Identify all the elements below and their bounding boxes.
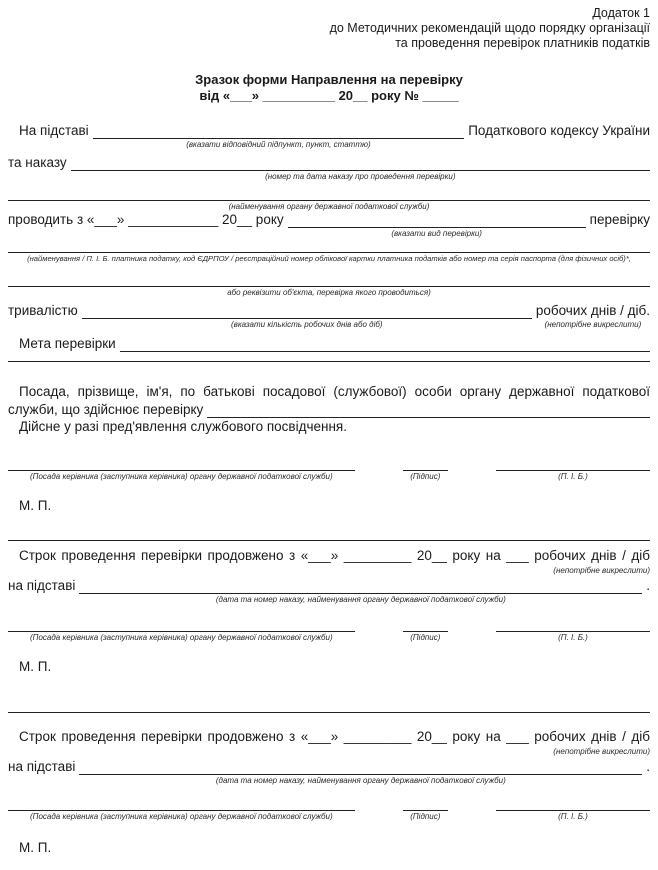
position-signature-line (8, 470, 355, 481)
extension-basis-blank-2 (79, 757, 642, 785)
form-title (8, 72, 650, 104)
stamp-mark-2: М. П. (19, 659, 52, 674)
signature-hint: (Підпис) (410, 472, 441, 481)
signature-line (403, 810, 448, 821)
taxpayer-hint-2: або реквізити об'єкта, перевірка якого проводиться) (227, 288, 431, 297)
extension-strike-hint-1: (непотрібне викреслити) (553, 566, 650, 575)
authority-blank-field (8, 200, 650, 211)
purpose-blank-field-2 (8, 361, 650, 362)
duration-units-label (535, 302, 650, 329)
duration-units-text: робочих днів / діб. (535, 303, 650, 318)
signature-hint: (Підпис) (410, 633, 441, 642)
conduct-row (8, 210, 650, 238)
validity-line: Дійсне у разі пред'явлення службового посвідчення. (19, 419, 347, 434)
official-row (8, 400, 650, 418)
conduct-suffix: перевірку (589, 212, 650, 227)
check-type-blank-field (288, 210, 586, 238)
check-type-hint: (вказати вид перевірки) (391, 229, 482, 238)
annex-reference-line1: до Методичних рекомендацій щодо порядку організації (329, 21, 650, 35)
order-hint: (номер та дата наказу про проведення перевірки) (265, 172, 456, 181)
signature-block-3 (8, 810, 650, 821)
basis-hint: (вказати відповідний підпункт, пункт, статтю) (186, 140, 371, 149)
taxpayer-hint-1: (найменування / П. І. Б. платника податку, код ЄДРПОУ / реєстраційний номер облікової картки платника податків або номер та серія паспорта (для фізичних осіб)*, (27, 254, 631, 263)
signature-block-1 (8, 470, 650, 481)
stamp-mark-3: М. П. (19, 840, 52, 855)
name-line (496, 470, 650, 481)
name-hint: (П. І. Б.) (558, 812, 588, 821)
order-label: та наказу (8, 155, 67, 170)
strike-out-hint: (непотрібне викреслити) (544, 320, 642, 329)
purpose-blank-field (120, 334, 650, 352)
signature-hint: (Підпис) (410, 812, 441, 821)
duration-blank-field (82, 301, 532, 329)
extension-line-1: Строк проведення перевірки продовжено з «___» _________ 20__ року на ___ робочих днів / діб (19, 548, 650, 563)
tax-code-label: Податкового кодексу України (468, 123, 650, 138)
section-separator-1 (8, 540, 650, 541)
position-hint: (Посада керівника (заступника керівника) органу державної податкової служби) (30, 472, 333, 481)
extension-basis-row-1 (8, 576, 650, 604)
extension-period-1: . (646, 578, 650, 593)
name-line (496, 810, 650, 821)
extension-basis-label-1: на підставі (8, 578, 76, 593)
extension-line-2: Строк проведення перевірки продовжено з «___» _________ 20__ року на ___ робочих днів / діб (19, 729, 650, 744)
basis-row (8, 121, 650, 149)
extension-strike-hint-2: (непотрібне викреслити) (553, 747, 650, 756)
extension-basis-row-2 (8, 757, 650, 785)
position-signature-line (8, 631, 355, 642)
signature-line (403, 470, 448, 481)
duration-hint: (вказати кількість робочих днів або діб) (231, 320, 383, 329)
annex-number: Додаток 1 (592, 6, 650, 20)
annex-reference-line2: та проведення перевірок платників податків (395, 36, 650, 50)
purpose-row (8, 334, 650, 352)
official-blank-field (207, 400, 650, 418)
annex-header (8, 6, 650, 51)
extension-basis-blank-1 (79, 576, 642, 604)
form-title-line1: Зразок форми Направлення на перевірку (195, 72, 463, 87)
extension-period-2: . (646, 759, 650, 774)
conduct-prefix: проводить з «___» ____________ 20__ року (8, 212, 284, 227)
official-label: служби, що здійснює перевірку (8, 402, 204, 417)
purpose-label: Мета перевірки (19, 336, 116, 351)
stamp-mark-1: М. П. (19, 498, 52, 513)
name-line (496, 631, 650, 642)
form-title-date-number: від «___» __________ 20__ року № _____ (199, 88, 459, 103)
name-hint: (П. І. Б.) (558, 633, 588, 642)
section-separator-2 (8, 712, 650, 713)
taxpayer-blank-field-2 (8, 286, 650, 297)
basis-label: На підставі (19, 123, 89, 138)
position-signature-line (8, 810, 355, 821)
authority-hint: (найменування органу державної податкової служби) (228, 202, 430, 211)
position-hint: (Посада керівника (заступника керівника) органу державної податкової служби) (30, 812, 333, 821)
basis-blank-field (93, 121, 465, 149)
signature-block-2 (8, 631, 650, 642)
official-paragraph-line1: Посада, прізвище, ім'я, по батькові посадової (службової) особи органу державної податкової (19, 384, 650, 399)
taxpayer-blank-field-1 (8, 252, 650, 263)
position-hint: (Посада керівника (заступника керівника) органу державної податкової служби) (30, 633, 333, 642)
order-row (8, 153, 650, 181)
order-blank-field (71, 153, 650, 181)
extension-basis-hint-2: (дата та номер наказу, найменування органу державної податкової служби) (215, 776, 506, 785)
name-hint: (П. І. Б.) (558, 472, 588, 481)
duration-row (8, 301, 650, 329)
extension-basis-label-2: на підставі (8, 759, 76, 774)
duration-label: тривалістю (8, 303, 78, 318)
extension-basis-hint-1: (дата та номер наказу, найменування органу державної податкової служби) (215, 595, 506, 604)
signature-line (403, 631, 448, 642)
